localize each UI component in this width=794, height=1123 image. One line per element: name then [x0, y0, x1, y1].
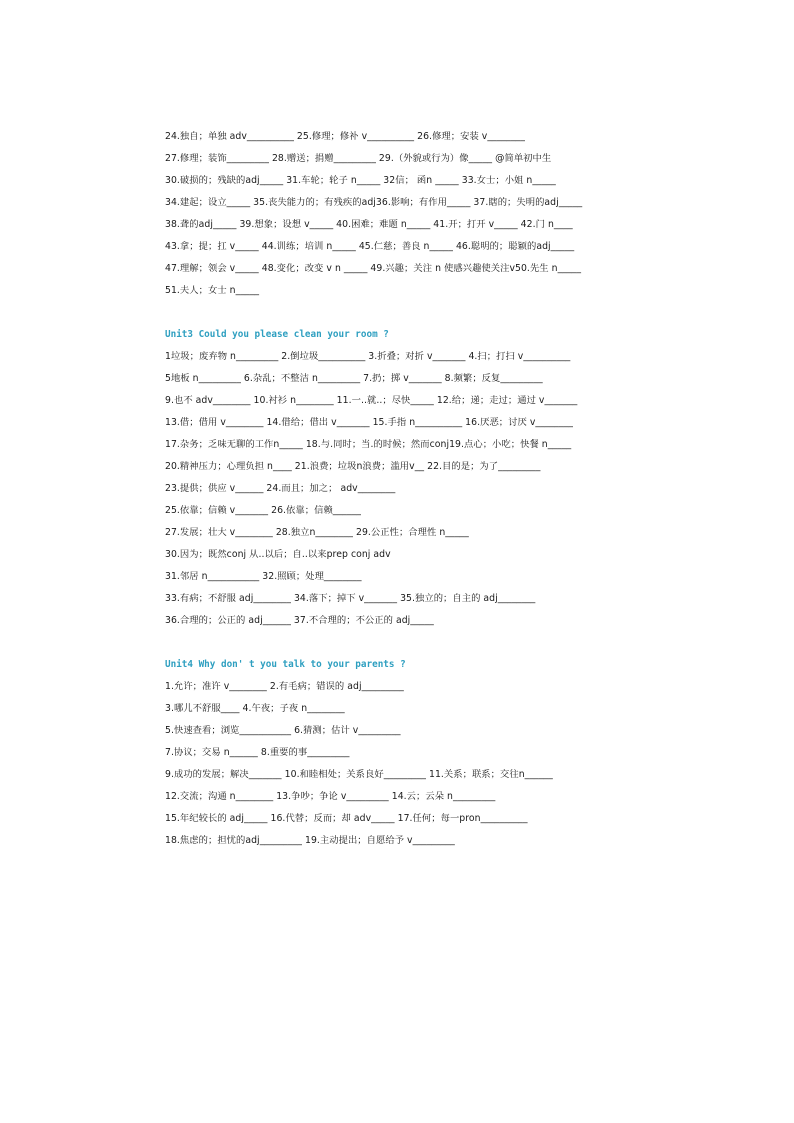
vocab-line: 17.杂务；乏味无聊的工作n_____ 18.与.同时；当.的时候；然而conj19.点心；小吃；快餐 n_____ — [165, 439, 572, 450]
worksheet-page — [165, 126, 765, 852]
vocab-line: 18.焦虑的；担忧的adj_________ 19.主动提出；自愿给予 v_________ — [165, 835, 455, 846]
vocab-line: 33.有病；不舒服 adj________ 34.落下；掉下 v_______ 35.独立的；自主的 adj________ — [165, 593, 536, 604]
vocab-line: 20.精神压力；心理负担 n____ 21.浪费；垃圾n浪费；滥用v__ 22.目的是；为了_________ — [165, 461, 541, 472]
unit4-heading: Unit4 Why don' t you talk to your parents ? — [165, 659, 406, 670]
vocab-line: 24.独自；单独 adv__________ 25.修理；修补 v__________ 26.修理；安装 v________ — [165, 131, 525, 142]
vocab-line: 12.交流；沟通 n________ 13.争吵；争论 v_________ 14.云；云朵 n_________ — [165, 791, 496, 802]
section-unit4 — [165, 654, 765, 852]
vocab-line: 51.夫人；女士 n_____ — [165, 285, 260, 296]
vocab-line: 1垃圾；废弃物 n_________ 2.倒垃圾__________ 3.折叠；对折 v_______ 4.扫；打扫 v__________ — [165, 351, 571, 362]
vocab-line: 1.允许；准许 v________ 2.有毛病；错误的 adj_________ — [165, 681, 404, 692]
vocab-line: 47.理解；领会 v_____ 48.变化；改变 v n _____ 49.兴趣；关注 n 使感兴趣使关注v50.先生 n_____ — [165, 263, 582, 274]
vocab-line: 30.破损的；残缺的adj_____ 31.车轮；轮子 n_____ 32信； 函n _____ 33.女士；小姐 n_____ — [165, 175, 556, 186]
vocab-line: 31.邻居 n___________ 32.照顾；处理________ — [165, 571, 362, 582]
section-unit2-continued — [165, 126, 765, 302]
vocab-line: 43.拿；提；扛 v_____ 44.训练；培训 n_____ 45.仁慈；善良 n_____ 46.聪明的；聪颖的adj_____ — [165, 241, 575, 252]
vocab-line: 30.因为；既然conj 从..以后；自..以来prep conj adv — [165, 549, 391, 560]
vocab-line: 27.修理；装饰_________ 28.赠送；捐赠_________ 29.（外貌或行为）像_____ @简单初中生 — [165, 153, 552, 164]
vocab-line: 7.协议；交易 n______ 8.重要的事_________ — [165, 747, 350, 758]
unit3-heading: Unit3 Could you please clean your room ? — [165, 329, 389, 340]
vocab-line: 5地板 n_________ 6.杂乱；不整洁 n_________ 7.扔；掷 v_______ 8.频繁；反复_________ — [165, 373, 543, 384]
vocab-line: 13.借；借用 v________ 14.借给；借出 v_______ 15.手指 n__________ 16.厌恶；讨厌 v________ — [165, 417, 573, 428]
vocab-line: 36.合理的；公正的 adj______ 37.不合理的；不公正的 adj_____ — [165, 615, 434, 626]
vocab-line: 15.年纪较长的 adj_____ 16.代替；反而；却 adv_____ 17.任何；每一pron__________ — [165, 813, 528, 824]
vocab-line: 27.发展；壮大 v________ 28.独立n________ 29.公正性；合理性 n_____ — [165, 527, 469, 538]
vocab-line: 25.依靠；信赖 v_______ 26.依靠；信赖______ — [165, 505, 361, 516]
vocab-line: 3.哪儿不舒服____ 4.午夜；子夜 n________ — [165, 703, 345, 714]
vocab-line: 23.提供；供应 v______ 24.而且；加之； adv________ — [165, 483, 396, 494]
vocab-line: 5.快速查看；浏览___________ 6.猜测；估计 v_________ — [165, 725, 401, 736]
section-spacer — [165, 302, 765, 324]
section-spacer — [165, 632, 765, 654]
vocab-line: 38.聋的adj_____ 39.想象；设想 v_____ 40.困难；难题 n_____ 41.开；打开 v_____ 42.门 n____ — [165, 219, 573, 230]
vocab-line: 9.也不 adv________ 10.衬衫 n________ 11.一..就..；尽快_____ 12.给；递；走过；通过 v_______ — [165, 395, 578, 406]
vocab-line: 9.成功的发展；解决_______ 10.和睦相处；关系良好_________ 11.关系；联系；交往n______ — [165, 769, 553, 780]
section-unit3 — [165, 324, 765, 632]
vocab-line: 34.建起；设立_____ 35.丧失能力的；有残疾的adj36.影响；有作用_____ 37.瞎的；失明的adj_____ — [165, 197, 583, 208]
